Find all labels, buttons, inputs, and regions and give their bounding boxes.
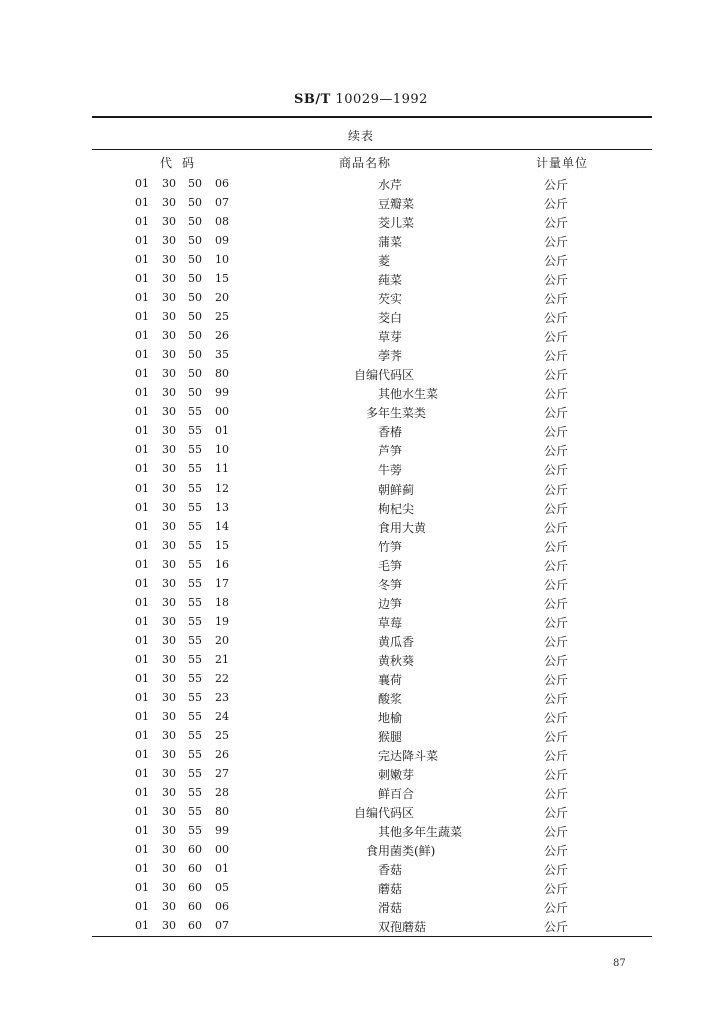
code-segment-3: 60 bbox=[188, 881, 202, 895]
code-segment-3: 50 bbox=[188, 367, 202, 381]
unit-of-measure: 公斤 bbox=[544, 901, 569, 916]
code-segment-1: 01 bbox=[135, 671, 149, 685]
code-segment-4: 21 bbox=[215, 652, 229, 666]
table-row bbox=[0, 251, 722, 270]
code-segment-3: 50 bbox=[188, 177, 202, 190]
code-segment-2: 30 bbox=[162, 462, 176, 476]
code-segment-3: 55 bbox=[188, 462, 202, 476]
code-segment-4: 80 bbox=[215, 805, 229, 819]
unit-of-measure: 公斤 bbox=[544, 653, 569, 668]
unit-of-measure: 公斤 bbox=[544, 634, 569, 649]
unit-of-measure: 公斤 bbox=[544, 273, 569, 288]
table-row bbox=[0, 613, 722, 632]
unit-of-measure: 公斤 bbox=[544, 444, 569, 459]
code-segment-4: 11 bbox=[215, 462, 229, 476]
code-segment-3: 50 bbox=[188, 272, 202, 286]
unit-of-measure: 公斤 bbox=[544, 197, 569, 212]
code-segment-4: 23 bbox=[215, 690, 229, 704]
code-segment-3: 60 bbox=[188, 862, 202, 876]
code-segment-1: 01 bbox=[135, 709, 149, 723]
code-segment-1: 01 bbox=[135, 576, 149, 590]
commodity-name: 荸荠 bbox=[378, 349, 403, 364]
unit-of-measure: 公斤 bbox=[544, 311, 569, 326]
code-segment-2: 30 bbox=[162, 557, 176, 571]
unit-of-measure: 公斤 bbox=[544, 882, 569, 897]
table-row bbox=[0, 308, 722, 327]
unit-of-measure: 公斤 bbox=[544, 425, 569, 440]
table-row bbox=[0, 441, 722, 460]
code-segment-2: 30 bbox=[162, 329, 176, 343]
code-segment-3: 50 bbox=[188, 310, 202, 324]
commodity-name: 猴腿 bbox=[378, 729, 403, 744]
table-row bbox=[0, 289, 722, 308]
commodity-name: 自编代码区 bbox=[354, 806, 415, 821]
commodity-name: 蘑菇 bbox=[378, 882, 403, 897]
code-segment-1: 01 bbox=[135, 348, 149, 362]
unit-of-measure: 公斤 bbox=[544, 387, 569, 402]
code-segment-1: 01 bbox=[135, 766, 149, 780]
commodity-name: 食用大黄 bbox=[378, 520, 427, 535]
commodity-name: 多年生菜类 bbox=[366, 406, 427, 421]
unit-of-measure: 公斤 bbox=[544, 463, 569, 478]
commodity-name: 其他多年生蔬菜 bbox=[378, 825, 463, 840]
unit-of-measure: 公斤 bbox=[544, 482, 569, 497]
code-segment-1: 01 bbox=[135, 747, 149, 761]
code-segment-4: 22 bbox=[215, 671, 229, 685]
unit-of-measure: 公斤 bbox=[544, 349, 569, 364]
commodity-name: 双孢蘑菇 bbox=[378, 920, 427, 935]
table-row bbox=[0, 575, 722, 594]
code-segment-1: 01 bbox=[135, 824, 149, 838]
code-segment-3: 55 bbox=[188, 405, 202, 419]
code-segment-1: 01 bbox=[135, 462, 149, 476]
code-segment-2: 30 bbox=[162, 177, 176, 190]
code-segment-4: 09 bbox=[215, 234, 229, 248]
table-row bbox=[0, 746, 722, 765]
code-segment-1: 01 bbox=[135, 595, 149, 609]
code-segment-1: 01 bbox=[135, 919, 149, 933]
code-segment-2: 30 bbox=[162, 234, 176, 248]
table-row bbox=[0, 784, 722, 803]
commodity-name: 牛蒡 bbox=[378, 463, 403, 478]
code-segment-1: 01 bbox=[135, 728, 149, 742]
unit-of-measure: 公斤 bbox=[544, 254, 569, 269]
code-segment-4: 07 bbox=[215, 196, 229, 210]
code-segment-3: 55 bbox=[188, 614, 202, 628]
commodity-name: 茭儿菜 bbox=[378, 216, 415, 231]
table-row bbox=[0, 556, 722, 575]
code-segment-3: 55 bbox=[188, 557, 202, 571]
code-segment-4: 13 bbox=[215, 500, 229, 514]
code-segment-3: 60 bbox=[188, 900, 202, 914]
commodity-name: 豆瓣菜 bbox=[378, 197, 415, 212]
unit-of-measure: 公斤 bbox=[544, 216, 569, 231]
code-segment-1: 01 bbox=[135, 557, 149, 571]
code-segment-1: 01 bbox=[135, 367, 149, 381]
code-segment-4: 10 bbox=[215, 443, 229, 457]
code-segment-1: 01 bbox=[135, 500, 149, 514]
commodity-name: 鲜百合 bbox=[378, 787, 415, 801]
table-caption: 续表 bbox=[347, 129, 374, 143]
code-segment-1: 01 bbox=[135, 881, 149, 895]
table-row bbox=[0, 384, 722, 403]
commodity-name: 毛笋 bbox=[378, 558, 403, 573]
code-segment-1: 01 bbox=[135, 177, 149, 190]
code-segment-4: 18 bbox=[215, 595, 229, 609]
page-number: 87 bbox=[613, 958, 626, 969]
commodity-name: 草莓 bbox=[378, 615, 403, 630]
unit-of-measure: 公斤 bbox=[544, 844, 569, 859]
commodity-name: 香椿 bbox=[378, 425, 403, 440]
unit-of-measure: 公斤 bbox=[544, 729, 569, 744]
unit-of-measure: 公斤 bbox=[544, 178, 569, 192]
unit-of-measure: 公斤 bbox=[544, 368, 569, 383]
unit-of-measure: 公斤 bbox=[544, 920, 569, 935]
code-segment-2: 30 bbox=[162, 595, 176, 609]
code-segment-1: 01 bbox=[135, 234, 149, 248]
code-segment-3: 50 bbox=[188, 291, 202, 305]
commodity-name: 黄秋葵 bbox=[378, 653, 415, 668]
code-segment-4: 27 bbox=[215, 766, 229, 780]
unit-of-measure: 公斤 bbox=[544, 558, 569, 573]
code-segment-1: 01 bbox=[135, 253, 149, 267]
code-segment-4: 24 bbox=[215, 709, 229, 723]
code-segment-2: 30 bbox=[162, 862, 176, 876]
commodity-name: 完达降斗菜 bbox=[378, 748, 439, 763]
code-segment-2: 30 bbox=[162, 786, 176, 799]
code-segment-1: 01 bbox=[135, 215, 149, 229]
commodity-name: 菱 bbox=[378, 254, 391, 269]
code-segment-2: 30 bbox=[162, 576, 176, 590]
unit-of-measure: 公斤 bbox=[544, 330, 569, 345]
unit-of-measure: 公斤 bbox=[544, 806, 569, 821]
code-segment-4: 00 bbox=[215, 843, 229, 857]
table-row bbox=[0, 917, 722, 936]
table-row bbox=[0, 270, 722, 289]
unit-of-measure: 公斤 bbox=[544, 520, 569, 535]
code-segment-2: 30 bbox=[162, 519, 176, 533]
code-segment-2: 30 bbox=[162, 614, 176, 628]
unit-of-measure: 公斤 bbox=[544, 672, 569, 687]
code-segment-2: 30 bbox=[162, 671, 176, 685]
code-segment-4: 28 bbox=[215, 786, 229, 799]
code-segment-1: 01 bbox=[135, 272, 149, 286]
code-segment-2: 30 bbox=[162, 196, 176, 210]
unit-of-measure: 公斤 bbox=[544, 235, 569, 250]
code-segment-4: 08 bbox=[215, 215, 229, 229]
code-segment-3: 55 bbox=[188, 538, 202, 552]
table-row bbox=[0, 403, 722, 422]
table-row bbox=[0, 175, 722, 194]
table-row bbox=[0, 594, 722, 613]
code-segment-2: 30 bbox=[162, 538, 176, 552]
code-segment-2: 30 bbox=[162, 881, 176, 895]
code-segment-3: 55 bbox=[188, 481, 202, 495]
code-segment-4: 16 bbox=[215, 557, 229, 571]
code-segment-4: 35 bbox=[215, 348, 229, 362]
code-segment-1: 01 bbox=[135, 443, 149, 457]
code-segment-4: 15 bbox=[215, 538, 229, 552]
code-segment-3: 55 bbox=[188, 633, 202, 647]
table-row bbox=[0, 422, 722, 441]
commodity-name: 地榆 bbox=[378, 710, 403, 725]
code-segment-3: 50 bbox=[188, 215, 202, 229]
commodity-name: 朝鲜蓟 bbox=[378, 482, 415, 497]
code-segment-2: 30 bbox=[162, 386, 176, 400]
code-segment-4: 05 bbox=[215, 881, 229, 895]
table-row bbox=[0, 803, 722, 822]
code-segment-3: 50 bbox=[188, 329, 202, 343]
code-segment-3: 55 bbox=[188, 595, 202, 609]
code-segment-4: 26 bbox=[215, 747, 229, 761]
code-segment-2: 30 bbox=[162, 405, 176, 419]
code-segment-3: 50 bbox=[188, 253, 202, 267]
code-segment-3: 55 bbox=[188, 500, 202, 514]
code-segment-4: 10 bbox=[215, 253, 229, 267]
code-segment-2: 30 bbox=[162, 766, 176, 780]
code-segment-2: 30 bbox=[162, 690, 176, 704]
code-segment-2: 30 bbox=[162, 348, 176, 362]
commodity-table bbox=[0, 175, 722, 936]
code-segment-1: 01 bbox=[135, 900, 149, 914]
code-segment-2: 30 bbox=[162, 633, 176, 647]
table-row bbox=[0, 898, 722, 917]
table-row bbox=[0, 651, 722, 670]
code-segment-4: 14 bbox=[215, 519, 229, 533]
code-segment-2: 30 bbox=[162, 291, 176, 305]
table-row bbox=[0, 879, 722, 898]
code-segment-2: 30 bbox=[162, 443, 176, 457]
code-segment-3: 60 bbox=[188, 843, 202, 857]
commodity-name: 其他水生菜 bbox=[378, 387, 439, 402]
commodity-name: 水芹 bbox=[378, 178, 403, 192]
code-segment-4: 15 bbox=[215, 272, 229, 286]
code-segment-3: 60 bbox=[188, 919, 202, 933]
code-segment-1: 01 bbox=[135, 862, 149, 876]
unit-of-measure: 公斤 bbox=[544, 539, 569, 554]
code-segment-3: 55 bbox=[188, 728, 202, 742]
code-segment-4: 12 bbox=[215, 481, 229, 495]
header-rule bbox=[92, 116, 652, 118]
table-row bbox=[0, 689, 722, 708]
code-segment-2: 30 bbox=[162, 824, 176, 838]
code-segment-4: 06 bbox=[215, 177, 229, 190]
code-segment-4: 25 bbox=[215, 728, 229, 742]
unit-of-measure: 公斤 bbox=[544, 292, 569, 307]
code-segment-1: 01 bbox=[135, 196, 149, 210]
code-segment-1: 01 bbox=[135, 329, 149, 343]
code-segment-4: 19 bbox=[215, 614, 229, 628]
code-segment-1: 01 bbox=[135, 291, 149, 305]
code-segment-4: 99 bbox=[215, 386, 229, 400]
code-segment-3: 55 bbox=[188, 747, 202, 761]
table-row bbox=[0, 670, 722, 689]
table-row bbox=[0, 518, 722, 537]
code-segment-3: 55 bbox=[188, 671, 202, 685]
commodity-name: 芡实 bbox=[378, 292, 403, 307]
code-segment-1: 01 bbox=[135, 786, 149, 799]
table-row bbox=[0, 708, 722, 727]
commodity-name: 莼菜 bbox=[378, 273, 403, 288]
table-row bbox=[0, 232, 722, 251]
code-segment-4: 01 bbox=[215, 424, 229, 438]
commodity-name: 自编代码区 bbox=[354, 368, 415, 383]
code-segment-4: 20 bbox=[215, 291, 229, 305]
code-segment-3: 55 bbox=[188, 576, 202, 590]
code-segment-3: 50 bbox=[188, 386, 202, 400]
code-segment-3: 55 bbox=[188, 786, 202, 799]
commodity-name: 草芽 bbox=[378, 330, 403, 345]
code-segment-1: 01 bbox=[135, 424, 149, 438]
unit-of-measure: 公斤 bbox=[544, 691, 569, 706]
commodity-name: 芦笋 bbox=[378, 444, 403, 459]
commodity-name: 食用菌类(鲜) bbox=[366, 844, 436, 859]
code-segment-4: 00 bbox=[215, 405, 229, 419]
commodity-name: 酸浆 bbox=[378, 691, 403, 706]
commodity-name: 边笋 bbox=[378, 596, 403, 611]
code-segment-1: 01 bbox=[135, 310, 149, 324]
code-segment-3: 55 bbox=[188, 652, 202, 666]
commodity-name: 滑菇 bbox=[378, 901, 403, 916]
code-segment-4: 25 bbox=[215, 310, 229, 324]
column-header-name: 商品名称 bbox=[339, 156, 392, 170]
table-row bbox=[0, 822, 722, 841]
code-segment-2: 30 bbox=[162, 481, 176, 495]
code-segment-1: 01 bbox=[135, 519, 149, 533]
commodity-name: 茭白 bbox=[378, 311, 403, 326]
table-bottom-rule bbox=[92, 936, 652, 937]
code-segment-1: 01 bbox=[135, 614, 149, 628]
unit-of-measure: 公斤 bbox=[544, 501, 569, 516]
commodity-name: 蒲菜 bbox=[378, 235, 403, 250]
unit-of-measure: 公斤 bbox=[544, 596, 569, 611]
commodity-name: 黄瓜香 bbox=[378, 634, 415, 649]
code-segment-1: 01 bbox=[135, 481, 149, 495]
code-segment-3: 55 bbox=[188, 709, 202, 723]
standard-number: 10029—1992 bbox=[335, 92, 428, 107]
table-row bbox=[0, 499, 722, 518]
commodity-name: 竹笋 bbox=[378, 539, 403, 554]
code-segment-4: 26 bbox=[215, 329, 229, 343]
table-row bbox=[0, 213, 722, 232]
code-segment-2: 30 bbox=[162, 843, 176, 857]
table-row bbox=[0, 460, 722, 479]
commodity-name: 襄荷 bbox=[378, 672, 403, 687]
code-segment-1: 01 bbox=[135, 386, 149, 400]
unit-of-measure: 公斤 bbox=[544, 767, 569, 782]
table-row bbox=[0, 841, 722, 860]
commodity-name: 香菇 bbox=[378, 863, 403, 878]
code-segment-3: 55 bbox=[188, 690, 202, 704]
unit-of-measure: 公斤 bbox=[544, 577, 569, 592]
code-segment-2: 30 bbox=[162, 652, 176, 666]
code-segment-4: 01 bbox=[215, 862, 229, 876]
commodity-name: 冬笋 bbox=[378, 577, 403, 592]
code-segment-3: 55 bbox=[188, 766, 202, 780]
table-row bbox=[0, 860, 722, 879]
table-row bbox=[0, 194, 722, 213]
unit-of-measure: 公斤 bbox=[544, 710, 569, 725]
table-row bbox=[0, 365, 722, 384]
commodity-name: 刺嫩芽 bbox=[378, 767, 415, 782]
code-segment-4: 06 bbox=[215, 900, 229, 914]
code-segment-4: 99 bbox=[215, 824, 229, 838]
unit-of-measure: 公斤 bbox=[544, 406, 569, 421]
code-segment-3: 55 bbox=[188, 443, 202, 457]
code-segment-3: 55 bbox=[188, 424, 202, 438]
code-segment-1: 01 bbox=[135, 633, 149, 647]
standard-prefix: SB/T bbox=[294, 92, 331, 107]
table-head-rule bbox=[92, 149, 652, 150]
unit-of-measure: 公斤 bbox=[544, 615, 569, 630]
code-segment-2: 30 bbox=[162, 367, 176, 381]
code-segment-1: 01 bbox=[135, 405, 149, 419]
table-row bbox=[0, 727, 722, 746]
code-segment-2: 30 bbox=[162, 272, 176, 286]
page-header bbox=[0, 92, 722, 107]
code-segment-1: 01 bbox=[135, 843, 149, 857]
code-segment-2: 30 bbox=[162, 919, 176, 933]
code-segment-2: 30 bbox=[162, 215, 176, 229]
code-segment-1: 01 bbox=[135, 652, 149, 666]
code-segment-3: 55 bbox=[188, 824, 202, 838]
column-header-unit: 计量单位 bbox=[536, 156, 589, 170]
code-segment-2: 30 bbox=[162, 900, 176, 914]
code-segment-2: 30 bbox=[162, 709, 176, 723]
unit-of-measure: 公斤 bbox=[544, 863, 569, 878]
code-segment-3: 50 bbox=[188, 348, 202, 362]
code-segment-4: 17 bbox=[215, 576, 229, 590]
code-segment-2: 30 bbox=[162, 728, 176, 742]
code-segment-3: 55 bbox=[188, 519, 202, 533]
code-segment-3: 55 bbox=[188, 805, 202, 819]
code-segment-3: 50 bbox=[188, 234, 202, 248]
table-row bbox=[0, 632, 722, 651]
column-header-code: 代码 bbox=[160, 156, 205, 170]
code-segment-2: 30 bbox=[162, 310, 176, 324]
code-segment-4: 80 bbox=[215, 367, 229, 381]
table-row bbox=[0, 480, 722, 499]
table-row bbox=[0, 765, 722, 784]
code-segment-2: 30 bbox=[162, 253, 176, 267]
unit-of-measure: 公斤 bbox=[544, 825, 569, 840]
table-row bbox=[0, 346, 722, 365]
code-segment-2: 30 bbox=[162, 424, 176, 438]
code-segment-4: 07 bbox=[215, 919, 229, 933]
code-segment-2: 30 bbox=[162, 805, 176, 819]
code-segment-2: 30 bbox=[162, 747, 176, 761]
code-segment-1: 01 bbox=[135, 538, 149, 552]
code-segment-2: 30 bbox=[162, 500, 176, 514]
unit-of-measure: 公斤 bbox=[544, 748, 569, 763]
unit-of-measure: 公斤 bbox=[544, 787, 569, 801]
table-row bbox=[0, 537, 722, 556]
code-segment-4: 20 bbox=[215, 633, 229, 647]
code-segment-1: 01 bbox=[135, 805, 149, 819]
code-segment-1: 01 bbox=[135, 690, 149, 704]
table-row bbox=[0, 327, 722, 346]
commodity-name: 枸杞尖 bbox=[378, 501, 415, 516]
code-segment-3: 50 bbox=[188, 196, 202, 210]
